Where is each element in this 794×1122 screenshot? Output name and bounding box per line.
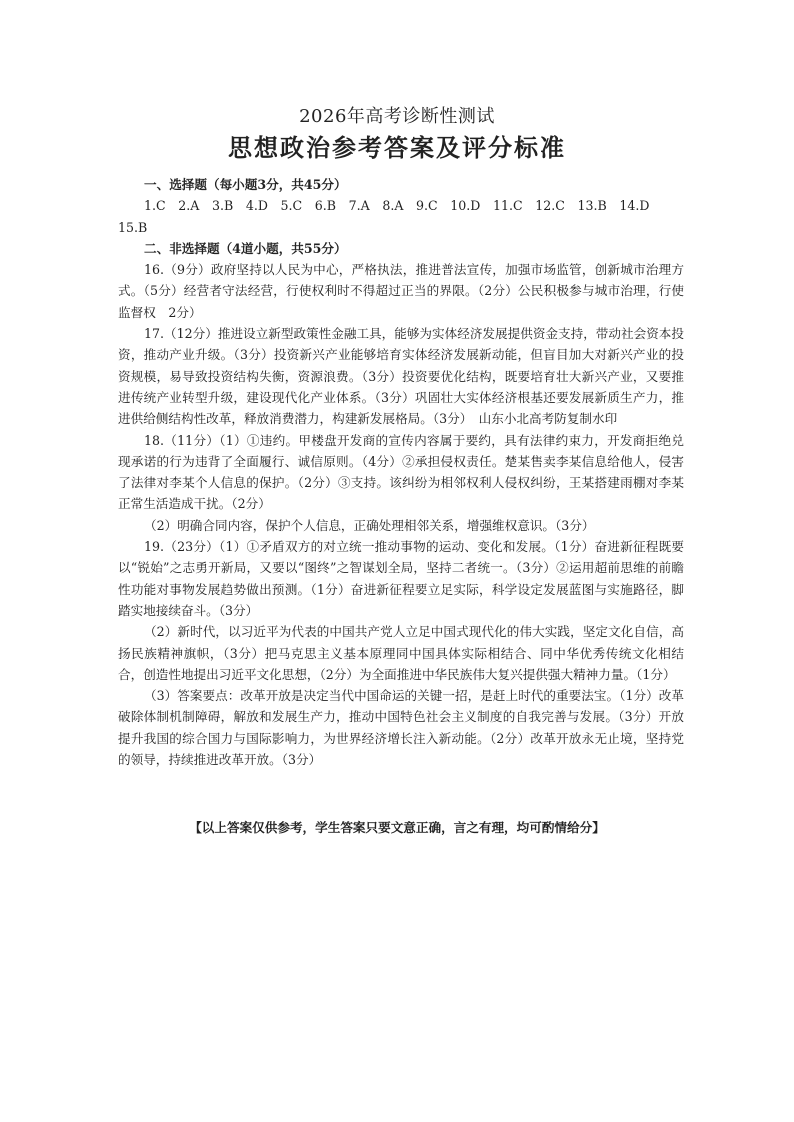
answer-18-part-2: （2）明确合同内容，保护个人信息，正确处理相邻关系，增强维权意识。（3分）: [144, 517, 595, 533]
answer-17: 17.（12分）推进设立新型政策性金融工具，能够为实体经济发展提供资金支持，带动社会资本投资，推动产业升级。（3分）投资新兴产业能够培育实体经济发展新动能，但盲目加大对新兴产业的投资规模，易导致投资结构失衡，资源浪费。（3分）投资要优化结构，既要培育壮大新兴产业，又要推进传统产业转型升级，建设现代化产业体系。（3分）巩固壮大实体经济根基还要发展新质生产力，推进供给侧结构性改革，释放消费潜力，构建新发展格局。（3分） 山东小北高考防复制水印: [118, 326, 684, 427]
answer-content: [118, 174, 684, 770]
choice-answers-line-1: 1.C 2.A 3.B 4.D 5.C 6.B 7.A 8.A 9.C 10.D 11.C 12.C 13.B 14.D: [144, 198, 650, 214]
section-1-heading: 一、选择题（每小题3分，共45分）: [144, 177, 347, 192]
exam-subtitle: 2026年高考诊断性测试: [299, 106, 495, 127]
footer-note: 【以上答案仅供参考，学生答案只要文意正确，言之有理，均可酌情给分】: [189, 820, 605, 835]
section-2-heading: 二、非选择题（4道小题，共55分）: [144, 240, 347, 256]
answer-16: 16.（9分）政府坚持以人民为中心，严格执法，推进普法宣传，加强市场监管，创新城市治理方式。（5分）经营者守法经营，行使权利时不得超过正当的界限。（2分）公民积极参与城市治理，行使监督权 2分）: [118, 262, 684, 320]
page-title: 思想政治参考答案及评分标准: [228, 133, 566, 162]
answer-19-part-1: 19.（23分）（1）①矛盾双方的对立统一推动事物的运动、变化和发展。（1分）奋进新征程既要以“锐始”之志勇开新局，又要以“图终”之智谋划全局，坚持二者统一。（3分）②运用超前思维的前瞻性功能对事物发展趋势做出预测。（1分）奋进新征程要立足实际，科学设定发展蓝图与实施路径，脚踏实地接续奋斗。（3分）: [118, 539, 684, 618]
answer-19-part-2: （2）新时代，以习近平为代表的中国共产党人立足中国式现代化的伟大实践，坚定文化自信，高扬民族精神旗帜，（3分）把马克思主义基本原理同中国具体实际相结合、同中华优秀传统文化相结合，创造性地提出习近平文化思想，（2分）为全面推进中华民族伟大复兴提供强大精神力量。（1分）: [118, 624, 684, 682]
answer-18-part-1: 18.（11分）（1）①违约。甲楼盘开发商的宣传内容属于要约，具有法律约束力，开发商拒绝兑现承诺的行为违背了全面履行、诚信原则。（4分）②承担侵权责任。楚某售卖李某信息给他人，侵害了法律对李某个人信息的保护。（2分）③支持。该纠纷为相邻权利人侵权纠纷，王某搭建雨棚对李某正常生活造成干扰。（2分）: [118, 432, 684, 512]
answer-19-part-3: （3）答案要点：改革开放是决定当代中国命运的关键一招，是赶上时代的重要法宝。（1分）改革破除体制机制障碍，解放和发展生产力，推动中国特色社会主义制度的自我完善与发展。（3分）开放提升我国的综合国力与国际影响力，为世界经济增长注入新动能。（2分）改革开放永无止境，坚持党的领导，持续推进改革开放。（3分）: [118, 688, 684, 768]
choice-answers-line-2: 15.B: [118, 219, 148, 235]
